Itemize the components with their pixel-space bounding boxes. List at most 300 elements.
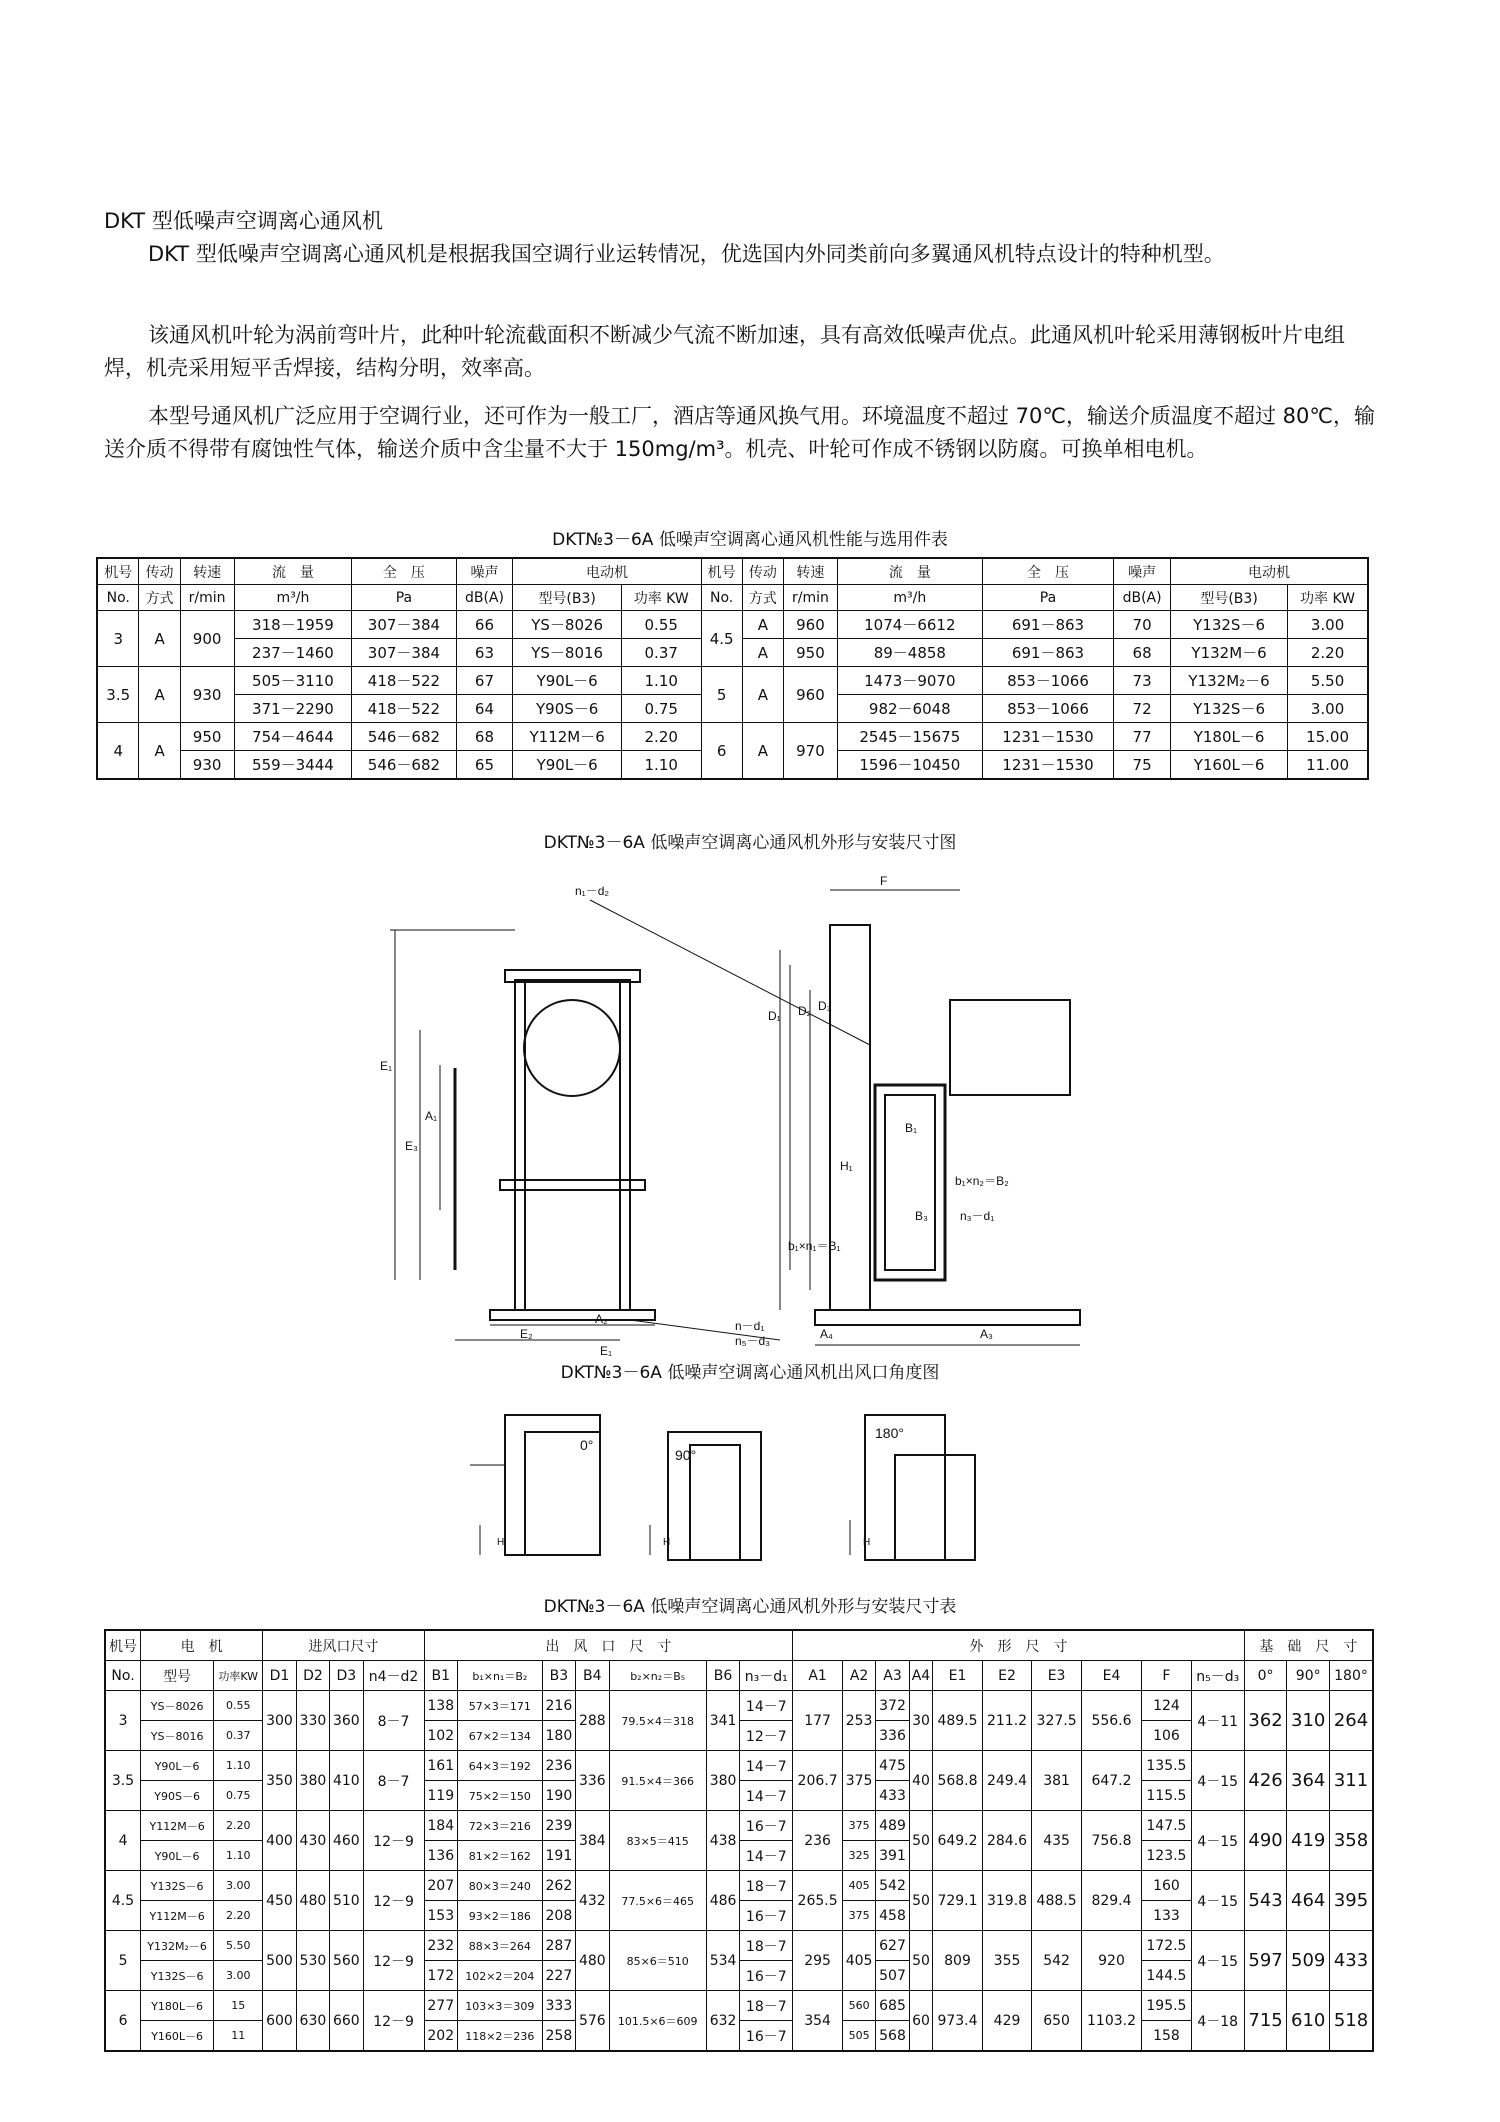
- performance-table: [96, 557, 1369, 780]
- table-cell: 79.5×4＝318: [609, 1691, 706, 1751]
- table-cell: 258: [542, 2021, 575, 2052]
- label-b1: B₁: [905, 1121, 918, 1135]
- front-view: [390, 930, 780, 1340]
- label-b1n1b1: b₁×n₁＝B₁: [788, 1239, 841, 1253]
- table-cell: 236: [793, 1811, 843, 1871]
- table-cell: 80×3＝240: [457, 1871, 542, 1901]
- header-cell: 功率 KW: [621, 585, 701, 611]
- header-cell: 传动: [139, 558, 180, 585]
- header-cell: E4: [1081, 1661, 1141, 1691]
- table-cell: Y132S－6: [141, 1871, 214, 1901]
- angle-180-label: 180°: [875, 1425, 904, 1441]
- table-cell: 4－15: [1191, 1931, 1244, 1991]
- table-cell: Y90L－6: [141, 1751, 214, 1781]
- table-cell: 93×2＝186: [457, 1901, 542, 1931]
- paragraph-intro: DKT 型低噪声空调离心通风机是根据我国空调行业运转情况，优选国内外同类前向多翼通风机特点设计的特种机型。: [148, 242, 1225, 266]
- table-cell: 288: [576, 1691, 609, 1751]
- table-cell: Y112M－6: [141, 1811, 214, 1841]
- table-cell: 190: [542, 1781, 575, 1811]
- table-cell: 172.5: [1142, 1931, 1192, 1961]
- table-cell: 576: [576, 1991, 609, 2052]
- table-cell: 546－682: [352, 723, 456, 751]
- table-cell: 2.20: [214, 1811, 263, 1841]
- label-d3: D₃: [818, 999, 832, 1013]
- table-cell: 3.00: [214, 1961, 263, 1991]
- table-cell: 336: [576, 1751, 609, 1811]
- table-cell: 458: [876, 1901, 909, 1931]
- table-row: [105, 1691, 1373, 1721]
- table-cell: A: [742, 723, 783, 780]
- table-cell: 211.2: [982, 1691, 1032, 1751]
- table-cell: 4－15: [1191, 1751, 1244, 1811]
- header-cell: 0°: [1244, 1661, 1287, 1691]
- table-cell: 14－7: [740, 1841, 793, 1871]
- table-cell: 77.5×6＝465: [609, 1871, 706, 1931]
- table-cell: 115.5: [1142, 1781, 1192, 1811]
- table-cell: 262: [542, 1871, 575, 1901]
- table-cell: 0.55: [621, 611, 701, 639]
- table-cell: 50: [909, 1931, 932, 1991]
- table-cell: 475: [876, 1751, 909, 1781]
- table-cell: 14－7: [740, 1781, 793, 1811]
- table-header-row: [105, 1661, 1373, 1691]
- angle-0-label: 0°: [580, 1437, 594, 1453]
- table-cell: 318－1959: [234, 611, 352, 639]
- header-cell: 机号: [97, 558, 139, 585]
- table-cell: 1103.2: [1081, 1991, 1141, 2052]
- table-cell: 490: [1244, 1811, 1287, 1871]
- table-cell: 1.10: [621, 667, 701, 695]
- header-cell: 转速: [784, 558, 838, 585]
- header-cell: 出 风 口 尺 寸: [424, 1630, 793, 1661]
- table-cell: 350: [263, 1751, 296, 1811]
- table-cell: 600: [263, 1991, 296, 2052]
- header-cell: b₁×n₁＝B₂: [457, 1661, 542, 1691]
- label-e3: E₃: [405, 1139, 418, 1153]
- table-row: [105, 1931, 1373, 1961]
- table-cell: 559－3444: [234, 751, 352, 780]
- table-cell: Y132M₂－6: [1171, 667, 1288, 695]
- table-cell: 12－7: [740, 1721, 793, 1751]
- table-row: [105, 1871, 1373, 1901]
- table-cell: 265.5: [793, 1871, 843, 1931]
- table-cell: 307－384: [352, 639, 456, 667]
- table-cell: 18－7: [740, 1931, 793, 1961]
- side-view: [590, 890, 1080, 1345]
- table-cell: 184: [424, 1811, 457, 1841]
- table-cell: Y90L－6: [141, 1841, 214, 1871]
- table-cell: Y180L－6: [141, 1991, 214, 2021]
- table-cell: 249.4: [982, 1751, 1032, 1811]
- table-cell: 18－7: [740, 1991, 793, 2021]
- table-cell: Y112M－6: [513, 723, 621, 751]
- label-e1: E₁: [380, 1059, 393, 1073]
- table-cell: 103×3＝309: [457, 1991, 542, 2021]
- label-n3-d1: n₃－d₁: [960, 1209, 995, 1223]
- table-cell: 853－1066: [982, 695, 1113, 723]
- table-cell: 2.20: [214, 1901, 263, 1931]
- table-cell: 568: [876, 2021, 909, 2052]
- table-cell: 77: [1114, 723, 1171, 751]
- table-cell: 5.50: [214, 1931, 263, 1961]
- table-cell: 172: [424, 1961, 457, 1991]
- header-cell: A4: [909, 1661, 932, 1691]
- header-cell: Pa: [352, 585, 456, 611]
- table-cell: 85×6＝510: [609, 1931, 706, 1991]
- table-cell: 311: [1330, 1751, 1373, 1811]
- table-cell: 8－7: [363, 1751, 424, 1811]
- header-cell: 流 量: [837, 558, 982, 585]
- table-cell: 460: [330, 1811, 363, 1871]
- table-cell: 4: [105, 1811, 141, 1871]
- table-cell: 6: [105, 1991, 141, 2052]
- table-cell: YS－8016: [141, 1721, 214, 1751]
- table-cell: Y90S－6: [141, 1781, 214, 1811]
- header-cell: B3: [542, 1661, 575, 1691]
- label-n-d1: n－d₁: [735, 1319, 765, 1333]
- table-cell: 325: [842, 1841, 875, 1871]
- header-cell: dB(A): [1114, 585, 1171, 611]
- table-cell: 2.20: [621, 723, 701, 751]
- label-a4: A₄: [820, 1327, 833, 1341]
- angle-90-label: 90°: [675, 1447, 697, 1463]
- table-cell: 12－9: [363, 1811, 424, 1871]
- table-cell: 102: [424, 1721, 457, 1751]
- table-cell: 534: [706, 1931, 739, 1991]
- table-cell: Y132S－6: [1171, 611, 1288, 639]
- angle-caption: DKT№3－6A 低噪声空调离心通风机出风口角度图: [560, 1363, 940, 1383]
- table-cell: 277: [424, 1991, 457, 2021]
- label-a2: A₂: [595, 1312, 608, 1326]
- header-cell: b₂×n₂＝B₅: [609, 1661, 706, 1691]
- table-cell: 16－7: [740, 2021, 793, 2052]
- table-cell: 380: [296, 1751, 329, 1811]
- table-row: [105, 1991, 1373, 2021]
- table-cell: 135.5: [1142, 1751, 1192, 1781]
- table-cell: 489.5: [933, 1691, 983, 1751]
- table-cell: 418－522: [352, 667, 456, 695]
- table-cell: 138: [424, 1691, 457, 1721]
- table-cell: 11.00: [1288, 751, 1368, 780]
- header-cell: 噪声: [1114, 558, 1171, 585]
- table-cell: Y112M－6: [141, 1901, 214, 1931]
- table-cell: 542: [876, 1871, 909, 1901]
- table-cell: 253: [842, 1691, 875, 1751]
- header-cell: A2: [842, 1661, 875, 1691]
- drawing-caption: DKT№3－6A 低噪声空调离心通风机外形与安装尺寸图: [543, 833, 957, 853]
- table-cell: 505－3110: [234, 667, 352, 695]
- table-cell: 355: [982, 1931, 1032, 1991]
- label-e1-bottom: E₁: [600, 1344, 613, 1358]
- label-d2: D₂: [798, 1004, 812, 1018]
- table-cell: 237－1460: [234, 639, 352, 667]
- table-cell: 632: [706, 1991, 739, 2052]
- table-cell: 72: [1114, 695, 1171, 723]
- table-cell: 6: [701, 723, 742, 780]
- label-n1-d2: n₁－d₂: [575, 884, 610, 898]
- table-cell: 530: [296, 1931, 329, 1991]
- table-cell: 91.5×4＝366: [609, 1751, 706, 1811]
- table-cell: 208: [542, 1901, 575, 1931]
- header-cell: r/min: [180, 585, 234, 611]
- table-cell: 756.8: [1081, 1811, 1141, 1871]
- table-cell: 560: [842, 1991, 875, 2021]
- table-cell: 930: [180, 751, 234, 780]
- header-cell: 传动: [742, 558, 783, 585]
- table-cell: 391: [876, 1841, 909, 1871]
- table-cell: 375: [842, 1751, 875, 1811]
- table-cell: 375: [842, 1811, 875, 1841]
- header-cell: 机号: [701, 558, 742, 585]
- angle-diagrams: [470, 1400, 1010, 1570]
- table-cell: 715: [1244, 1991, 1287, 2052]
- table-cell: 12－9: [363, 1931, 424, 1991]
- table-cell: 60: [909, 1991, 932, 2052]
- label-a3: A₃: [980, 1327, 993, 1341]
- label-b3: B₃: [915, 1209, 928, 1223]
- table-cell: 691－863: [982, 611, 1113, 639]
- table-cell: 809: [933, 1931, 983, 1991]
- header-cell: No.: [97, 585, 139, 611]
- header-cell: B1: [424, 1661, 457, 1691]
- table-cell: Y180L－6: [1171, 723, 1288, 751]
- table-cell: A: [742, 667, 783, 723]
- table-cell: 30: [909, 1691, 932, 1751]
- table-cell: 685: [876, 1991, 909, 2021]
- table-cell: 829.4: [1081, 1871, 1141, 1931]
- header-cell: 方式: [742, 585, 783, 611]
- table-cell: 4.5: [701, 611, 742, 667]
- table-cell: 4.5: [105, 1871, 141, 1931]
- table-cell: 438: [706, 1811, 739, 1871]
- table-cell: 3: [97, 611, 139, 667]
- header-cell: No.: [105, 1661, 141, 1691]
- table-cell: 5: [105, 1931, 141, 1991]
- table-cell: Y132S－6: [1171, 695, 1288, 723]
- table-cell: Y90L－6: [513, 751, 621, 780]
- table-cell: 3.5: [105, 1751, 141, 1811]
- table-cell: 2545－15675: [837, 723, 982, 751]
- table-cell: 4－15: [1191, 1811, 1244, 1871]
- table-row: [97, 723, 1368, 751]
- table-cell: 973.4: [933, 1991, 983, 2052]
- header-cell: B4: [576, 1661, 609, 1691]
- table-cell: 418－522: [352, 695, 456, 723]
- table-cell: 509: [1287, 1931, 1330, 1991]
- table-cell: 3.5: [97, 667, 139, 723]
- table-cell: 0.75: [214, 1781, 263, 1811]
- header-cell: 功率KW: [214, 1661, 263, 1691]
- table-cell: 950: [784, 639, 838, 667]
- table-cell: 330: [296, 1691, 329, 1751]
- table-cell: 284.6: [982, 1811, 1032, 1871]
- table-cell: 543: [1244, 1871, 1287, 1931]
- angle-90-h: H: [663, 1537, 671, 1548]
- table-cell: 133: [1142, 1901, 1192, 1931]
- table-cell: 3.00: [214, 1871, 263, 1901]
- table-cell: 161: [424, 1751, 457, 1781]
- table-cell: 364: [1287, 1751, 1330, 1811]
- table-cell: 70: [1114, 611, 1171, 639]
- table-cell: 920: [1081, 1931, 1141, 1991]
- table-cell: 73: [1114, 667, 1171, 695]
- header-cell: 外 形 尺 寸: [793, 1630, 1244, 1661]
- table-cell: 195.5: [1142, 1991, 1192, 2021]
- table-cell: 432: [576, 1871, 609, 1931]
- table-cell: 327.5: [1032, 1691, 1082, 1751]
- table-cell: 75: [1114, 751, 1171, 780]
- table-cell: 982－6048: [837, 695, 982, 723]
- table-cell: 930: [180, 667, 234, 723]
- label-h1: H₁: [840, 1159, 853, 1173]
- table-cell: 216: [542, 1691, 575, 1721]
- table-cell: 358: [1330, 1811, 1373, 1871]
- table-cell: 153: [424, 1901, 457, 1931]
- header-cell: n4－d2: [363, 1661, 424, 1691]
- table-cell: YS－8016: [513, 639, 621, 667]
- table1-caption: DKT№3－6A 低噪声空调离心通风机性能与选用件表: [552, 530, 948, 550]
- table-cell: 518: [1330, 1991, 1373, 2052]
- table-cell: 375: [842, 1901, 875, 1931]
- table2-caption: DKT№3－6A 低噪声空调离心通风机外形与安装尺寸表: [543, 1597, 957, 1617]
- table-cell: 691－863: [982, 639, 1113, 667]
- table-cell: 180: [542, 1721, 575, 1751]
- table-cell: 119: [424, 1781, 457, 1811]
- header-cell: 180°: [1330, 1661, 1373, 1691]
- table-cell: 11: [214, 2021, 263, 2052]
- table-cell: 1596－10450: [837, 751, 982, 780]
- table-cell: 83×5＝415: [609, 1811, 706, 1871]
- table-cell: 1074－6612: [837, 611, 982, 639]
- table-cell: 136: [424, 1841, 457, 1871]
- table-cell: 18－7: [740, 1871, 793, 1901]
- table-cell: 429: [982, 1991, 1032, 2052]
- header-cell: A1: [793, 1661, 843, 1691]
- table-cell: 400: [263, 1811, 296, 1871]
- header-cell: n₅－d₃: [1191, 1661, 1244, 1691]
- table-cell: 3.00: [1288, 695, 1368, 723]
- header-cell: r/min: [784, 585, 838, 611]
- table-cell: 236: [542, 1751, 575, 1781]
- table-cell: 81×2＝162: [457, 1841, 542, 1871]
- table-cell: 1231－1530: [982, 751, 1113, 780]
- table-cell: 505: [842, 2021, 875, 2052]
- table-cell: Y90S－6: [513, 695, 621, 723]
- table-row: [105, 1811, 1373, 1841]
- table-cell: Y90L－6: [513, 667, 621, 695]
- table-cell: 300: [263, 1691, 296, 1751]
- table-cell: 480: [296, 1871, 329, 1931]
- table-cell: 660: [330, 1991, 363, 2052]
- table-cell: 124: [1142, 1691, 1192, 1721]
- table-cell: 853－1066: [982, 667, 1113, 695]
- table-cell: 177: [793, 1691, 843, 1751]
- table-cell: 960: [784, 667, 838, 723]
- table-cell: 40: [909, 1751, 932, 1811]
- header-cell: 电动机: [1171, 558, 1368, 585]
- table-cell: A: [742, 639, 783, 667]
- header-cell: dB(A): [456, 585, 513, 611]
- table-cell: 14－7: [740, 1751, 793, 1781]
- dimension-table: [104, 1629, 1374, 2052]
- table-cell: 206.7: [793, 1751, 843, 1811]
- table-cell: 360: [330, 1691, 363, 1751]
- label-e2: E₂: [520, 1327, 533, 1341]
- header-cell: 转速: [180, 558, 234, 585]
- table-cell: 900: [180, 611, 234, 667]
- table-cell: 341: [706, 1691, 739, 1751]
- header-cell: E2: [982, 1661, 1032, 1691]
- table-cell: 729.1: [933, 1871, 983, 1931]
- table-cell: 597: [1244, 1931, 1287, 1991]
- table-cell: 1231－1530: [982, 723, 1113, 751]
- table-cell: 158: [1142, 2021, 1192, 2052]
- table-cell: 950: [180, 723, 234, 751]
- table-cell: 63: [456, 639, 513, 667]
- table-cell: 486: [706, 1871, 739, 1931]
- table-cell: 362: [1244, 1691, 1287, 1751]
- table-cell: 102×2＝204: [457, 1961, 542, 1991]
- table-cell: A: [139, 611, 180, 667]
- table-cell: Y132S－6: [141, 1961, 214, 1991]
- label-f: F: [880, 874, 888, 888]
- header-cell: 型号(B3): [513, 585, 621, 611]
- table-row: [97, 611, 1368, 639]
- table-cell: 500: [263, 1931, 296, 1991]
- table-cell: 8－7: [363, 1691, 424, 1751]
- table-cell: 650: [1032, 1991, 1082, 2052]
- table-cell: 287: [542, 1931, 575, 1961]
- table-cell: 202: [424, 2021, 457, 2052]
- table-cell: 433: [876, 1781, 909, 1811]
- table-cell: 307－384: [352, 611, 456, 639]
- table-cell: 89－4858: [837, 639, 982, 667]
- table-cell: Y132M－6: [1171, 639, 1288, 667]
- paragraph-impeller: 该通风机叶轮为涡前弯叶片，此种叶轮流截面积不断减少气流不断加速，具有高效低噪声优点。此通风机叶轮采用薄钢板叶片电组焊，机壳采用短平舌焊接，结构分明，效率高。: [104, 323, 1345, 380]
- header-cell: 流 量: [234, 558, 352, 585]
- table-cell: 419: [1287, 1811, 1330, 1871]
- table-cell: YS－8026: [513, 611, 621, 639]
- table-cell: 50: [909, 1811, 932, 1871]
- header-cell: 90°: [1287, 1661, 1330, 1691]
- angle-180-h: H: [863, 1537, 871, 1548]
- header-cell: E3: [1032, 1661, 1082, 1691]
- table-cell: 754－4644: [234, 723, 352, 751]
- table-cell: 57×3＝171: [457, 1691, 542, 1721]
- table-cell: Y132M₂－6: [141, 1931, 214, 1961]
- table-cell: 630: [296, 1991, 329, 2052]
- table-cell: 66: [456, 611, 513, 639]
- paragraph-application: 本型号通风机广泛应用于空调行业，还可作为一般工厂，酒店等通风换气用。环境温度不超过 70℃，输送介质温度不超过 80℃，输送介质不得带有腐蚀性气体，输送介质中含尘量不大于 150mg/m³。机壳、叶轮可作成不锈钢以防腐。可换单相电机。: [104, 404, 1375, 461]
- table-cell: 1.10: [621, 751, 701, 780]
- table-cell: 15: [214, 1991, 263, 2021]
- table-cell: 430: [296, 1811, 329, 1871]
- table-cell: 960: [784, 611, 838, 639]
- table-cell: 647.2: [1081, 1751, 1141, 1811]
- header-cell: 噪声: [456, 558, 513, 585]
- table-cell: 12－9: [363, 1871, 424, 1931]
- table-cell: 5: [701, 667, 742, 723]
- label-a1: A₁: [425, 1109, 438, 1123]
- header-cell: 功率 KW: [1288, 585, 1368, 611]
- table-cell: 67: [456, 667, 513, 695]
- header-cell: D3: [330, 1661, 363, 1691]
- page-title: DKT 型低噪声空调离心通风机: [104, 209, 383, 233]
- header-cell: E1: [933, 1661, 983, 1691]
- table-cell: 64: [456, 695, 513, 723]
- header-cell: Pa: [982, 585, 1113, 611]
- table-cell: 333: [542, 1991, 575, 2021]
